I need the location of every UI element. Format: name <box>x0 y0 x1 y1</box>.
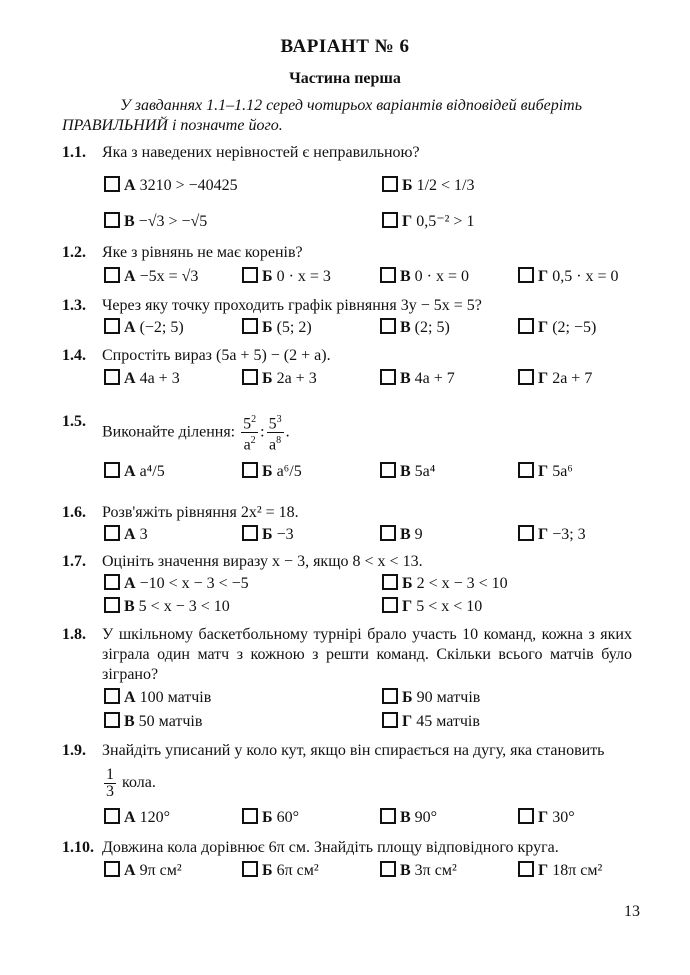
option-1-2-c[interactable]: В 0 · x = 0 <box>380 267 469 287</box>
option-1-2-b[interactable]: Б 0 · x = 3 <box>242 267 331 287</box>
option-1-2-a[interactable]: А −5x = √3 <box>104 267 198 287</box>
question-1-7: 1.7. Оцініть значення виразу x − 3, якщо 8 < x < 13. <box>62 553 423 570</box>
question-1-9: 1.9. Знайдіть уписаний у коло кут, якщо він спирається на дугу, яка становить $\frac{1}{3}$ кола. <box>62 742 605 800</box>
option-1-8-d[interactable]: Г 45 матчів <box>382 712 480 732</box>
checkbox[interactable] <box>104 212 120 228</box>
question-number: 1.1. <box>62 144 86 161</box>
option-1-7-d[interactable]: Г 5 < x < 10 <box>382 597 482 617</box>
option-1-3-b[interactable]: Б (5; 2) <box>242 318 312 338</box>
option-1-4-b[interactable]: Б 2a + 3 <box>242 369 317 389</box>
option-1-1-a[interactable]: А 3210 > −40425 <box>104 176 238 196</box>
question-1-1 <box>62 143 632 163</box>
section-subtitle: Частина перша <box>289 70 401 87</box>
option-1-3-c[interactable]: В (2; 5) <box>380 318 450 338</box>
option-1-9-c[interactable]: В 90° <box>380 808 437 828</box>
option-1-9-a[interactable]: А 120° <box>104 808 170 828</box>
option-1-5-a[interactable]: А a⁴/5 <box>104 462 165 482</box>
option-1-10-c[interactable]: В 3π см² <box>380 861 457 881</box>
option-1-9-b[interactable]: Б 60° <box>242 808 299 828</box>
question-1-10: 1.10. Довжина кола дорівнює 6π см. Знайдіть площу відповідного круга. <box>62 839 559 856</box>
option-1-8-c[interactable]: В 50 матчів <box>104 712 202 732</box>
option-1-10-b[interactable]: Б 6π см² <box>242 861 319 881</box>
instruction-text: У завданнях 1.1–1.12 серед чотирьох варіантів відповідей виберіть ПРАВИЛЬНИЙ і позначте його. <box>62 97 582 134</box>
option-1-7-a[interactable]: А −10 < x − 3 < −5 <box>104 574 249 594</box>
option-1-5-c[interactable]: В 5a⁴ <box>380 462 435 482</box>
checkbox[interactable] <box>104 176 120 192</box>
option-1-8-a[interactable]: А 100 матчів <box>104 688 211 708</box>
page-number: 13 <box>624 903 640 920</box>
option-1-1-b[interactable]: Б 1/2 < 1/3 <box>382 176 475 196</box>
option-1-4-a[interactable]: А 4a + 3 <box>104 369 180 389</box>
option-1-9-d[interactable]: Г 30° <box>518 808 575 828</box>
option-1-7-b[interactable]: Б 2 < x − 3 < 10 <box>382 574 508 594</box>
fraction: $\frac{1}{3}$ <box>106 766 114 800</box>
fraction: $\frac{5^2}{a^2}$ <box>243 414 257 454</box>
fraction: $\frac{5^3}{a^8}$ <box>268 414 282 454</box>
option-1-7-c[interactable]: В 5 < x − 3 < 10 <box>104 597 230 617</box>
option-1-3-d[interactable]: Г (2; −5) <box>518 318 596 338</box>
page-title: ВАРІАНТ № 6 <box>280 36 410 57</box>
option-1-1-d[interactable]: Г 0,5⁻² > 1 <box>382 212 474 232</box>
option-1-6-b[interactable]: Б −3 <box>242 525 294 545</box>
question-1-6: 1.6. Розв'яжіть рівняння 2x² = 18. <box>62 504 299 521</box>
option-1-5-b[interactable]: Б a⁶/5 <box>242 462 302 482</box>
option-1-6-c[interactable]: В 9 <box>380 525 423 545</box>
question-1-2: 1.2. Яке з рівнянь не має коренів? <box>62 244 303 261</box>
question-1-4: 1.4. Спростіть вираз (5a + 5) − (2 + a). <box>62 347 331 364</box>
checkbox[interactable] <box>382 212 398 228</box>
option-1-4-c[interactable]: В 4a + 7 <box>380 369 455 389</box>
option-1-10-d[interactable]: Г 18π см² <box>518 861 602 881</box>
option-1-8-b[interactable]: Б 90 матчів <box>382 688 480 708</box>
option-1-1-c[interactable]: В −√3 > −√5 <box>104 212 207 232</box>
question-1-5: 1.5. Виконайте ділення: $\frac{5^2}{a^2}$ : $\frac{5^3}{a^8}$ . <box>62 413 290 454</box>
question-text: Яка з наведених нерівностей є неправильною? <box>102 144 420 161</box>
option-1-6-d[interactable]: Г −3; 3 <box>518 525 586 545</box>
question-1-8: 1.8. У шкільному баскетбольному турнірі брало участь 10 команд, кожна з яких зіграла один матч з кожною з решти команд. Скільки всього матчів було зіграно? <box>62 626 632 683</box>
question-1-3: 1.3. Через яку точку проходить графік рівняння 3y − 5x = 5? <box>62 297 482 314</box>
option-1-6-a[interactable]: А 3 <box>104 525 148 545</box>
option-1-10-a[interactable]: А 9π см² <box>104 861 182 881</box>
option-1-4-d[interactable]: Г 2a + 7 <box>518 369 592 389</box>
option-1-2-d[interactable]: Г 0,5 · x = 0 <box>518 267 619 287</box>
checkbox[interactable] <box>382 176 398 192</box>
option-1-5-d[interactable]: Г 5a⁶ <box>518 462 573 482</box>
option-1-3-a[interactable]: А (−2; 5) <box>104 318 184 338</box>
